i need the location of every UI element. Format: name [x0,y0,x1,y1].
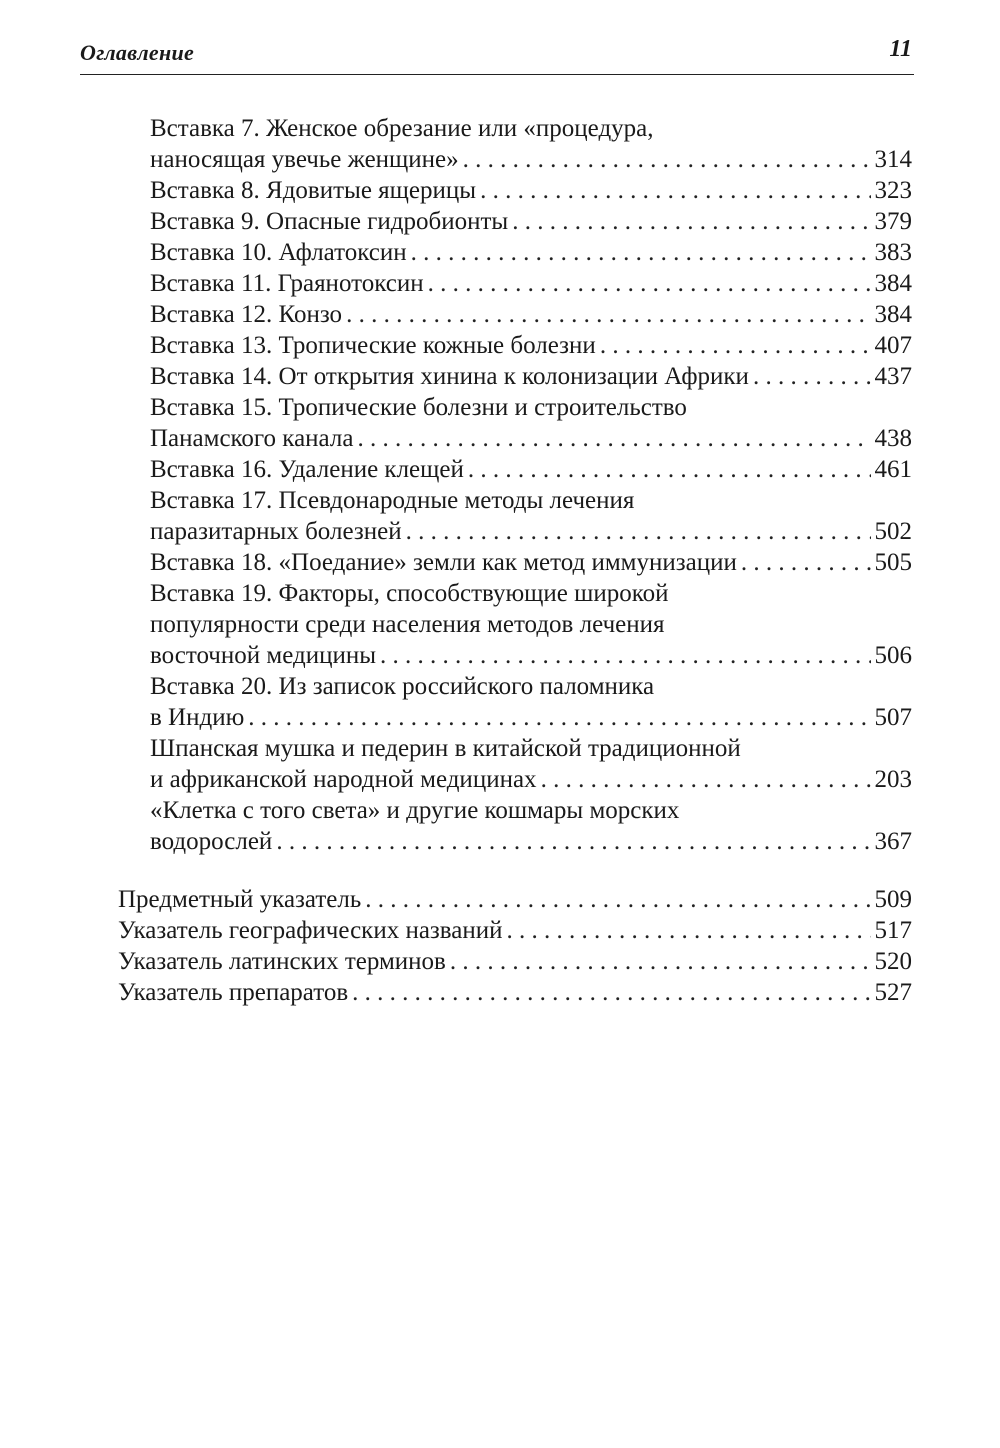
dot-leader [357,423,870,454]
dot-leader [480,175,870,206]
dot-leader [507,915,871,946]
toc-page-number: 367 [874,828,912,855]
dot-leader [248,702,870,733]
toc-page-number: 384 [874,301,912,328]
toc-entry-text: и африканской народной медицинах [150,766,537,793]
toc-page-number: 520 [874,948,912,975]
dot-leader [411,237,871,268]
toc-entry-box-20[interactable] [150,671,912,733]
toc-page-number: 506 [874,642,912,669]
toc-entry-text: Указатель препаратов [118,979,349,1006]
running-header [80,28,914,75]
dot-leader [753,361,871,392]
dot-leader [600,330,871,361]
toc-page-number: 507 [874,704,912,731]
toc-entry-box-14[interactable] [150,361,912,392]
toc-entry-text: водорослей [150,828,273,855]
toc-entry-subject-index[interactable] [118,884,912,915]
toc-entry-text: восточной медицины [150,642,377,669]
toc-entry-latin-index[interactable] [118,946,912,977]
toc-entry-box-9[interactable] [150,206,912,237]
toc-entry-box-11[interactable] [150,268,912,299]
toc-entry-text: Вставка 11. Граянотоксин [150,270,424,297]
toc-page-number: 527 [874,979,912,1006]
dot-leader [365,884,870,915]
toc-entry-text: Вставка 9. Опасные гидробионты [150,208,509,235]
dot-leader [406,516,871,547]
toc-page-number: 314 [874,146,912,173]
toc-entry-text: Вставка 8. Ядовитые ящерицы [150,177,477,204]
toc-page-number: 517 [874,917,912,944]
toc-entry-drug-index[interactable] [118,977,912,1008]
toc-entry-text: Вставка 19. Факторы, способствующие широкой [150,580,669,607]
toc-entry-text: «Клетка с того света» и другие кошмары морских [150,797,680,824]
dot-leader [541,764,871,795]
toc-entry-box-12[interactable] [150,299,912,330]
dot-leader [463,144,871,175]
toc-entry-box-7[interactable] [150,113,912,175]
toc-page-number: 407 [874,332,912,359]
dot-leader [512,206,870,237]
toc-entry-text: популярности среди населения методов лечения [150,611,665,638]
toc-page-number: 509 [874,886,912,913]
toc-page-number: 203 [874,766,912,793]
toc-entry-text: Вставка 7. Женское обрезание или «процедура, [150,115,654,142]
toc-entry-box-13[interactable] [150,330,912,361]
toc-entry-box-16[interactable] [150,454,912,485]
running-header-title: Оглавление [80,40,195,65]
toc-page-number: 384 [874,270,912,297]
toc-entry-text: Вставка 12. Конзо [150,301,343,328]
toc-entry-cage[interactable] [150,795,912,857]
toc-entry-text: Вставка 17. Псевдонародные методы лечения [150,487,635,514]
dot-leader [468,454,871,485]
dot-leader [380,640,870,671]
toc-entry-text: паразитарных болезней [150,518,402,545]
toc-entry-text: Вставка 20. Из записок российского паломника [150,673,655,700]
toc-entry-text: Указатель географических названий [118,917,503,944]
dot-leader [428,268,871,299]
toc-entry-text: Вставка 13. Тропические кожные болезни [150,332,596,359]
toc-entry-spanish-fly[interactable] [150,733,912,795]
toc-entry-text: наносящая увечье женщине» [150,146,459,173]
toc-page-number: 461 [874,456,912,483]
toc-entry-text: Вставка 15. Тропические болезни и строительство [150,394,687,421]
toc-entry-box-19[interactable] [150,578,912,671]
toc-page-number: 323 [874,177,912,204]
dot-leader [346,299,870,330]
dot-leader [741,547,871,578]
toc-page-number: 437 [874,363,912,390]
toc-entry-box-15[interactable] [150,392,912,454]
toc-entry-geo-index[interactable] [118,915,912,946]
toc-page-number: 379 [874,208,912,235]
toc-entry-text: Вставка 10. Афлатоксин [150,239,407,266]
dot-leader [276,826,870,857]
toc-entry-text: Указатель латинских терминов [118,948,446,975]
toc-page-number: 502 [874,518,912,545]
toc-entry-text: Вставка 14. От открытия хинина к колонизации Африки [150,363,749,390]
toc-entry-text: Вставка 18. «Поедание» земли как метод иммунизации [150,549,737,576]
toc-entry-text: Вставка 16. Удаление клещей [150,456,464,483]
toc-entry-box-8[interactable] [150,175,912,206]
toc-entry-text: Шпанская мушка и педерин в китайской традиционной [150,735,741,762]
toc-entry-box-17[interactable] [150,485,912,547]
toc-entry-text: Предметный указатель [118,886,362,913]
dot-leader [352,977,870,1008]
toc-entry-text: в Индию [150,704,245,731]
toc-entry-box-10[interactable] [150,237,912,268]
toc-page-number: 505 [874,549,912,576]
dot-leader [450,946,871,977]
page-number: 11 [889,36,912,62]
toc-page-number: 383 [874,239,912,266]
toc-page-number: 438 [874,425,912,452]
toc-entry-box-18[interactable] [150,547,912,578]
toc-entry-text: Панамского канала [150,425,354,452]
